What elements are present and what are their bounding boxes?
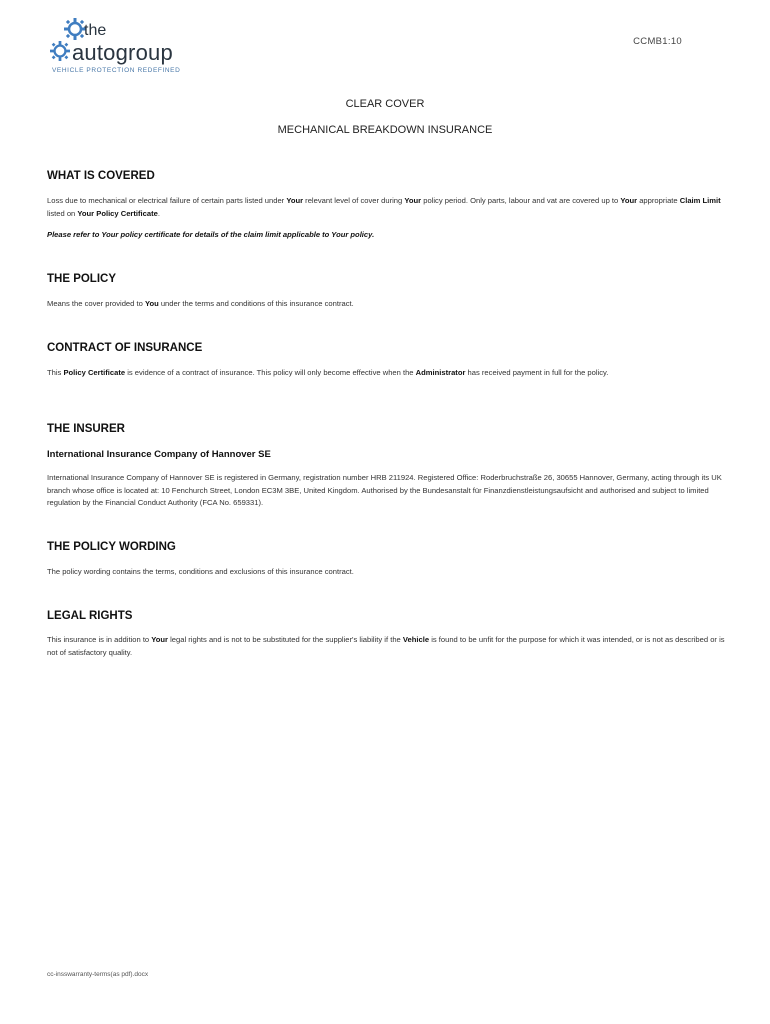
insurer-name: International Insurance Company of Hannover SE	[47, 449, 271, 460]
covered-note: Please refer to Your policy certificate for details of the claim limit applicable to Your policy.	[47, 230, 375, 239]
insurer-paragraph: International Insurance Company of Hannover SE is registered in Germany, registration number HRB 211924. Registered Office: Roderbruchstraße 26, 30655 Hannover, Germany, acting through its UK branch whose office is located at: 10 Fenchurch Street, London EC3M 3BE, United Kingdom. Authorised by the Bundesanstalt für Finanzdienstleistungsaufsicht and authorised and subject to limited regulation by the Financial Conduct Authority (FCA No. 659331).	[47, 473, 722, 507]
logo-tagline: VEHICLE PROTECTION REDEFINED	[52, 67, 181, 74]
bold-run: Claim Limit	[679, 196, 721, 205]
bold-run: Your	[286, 196, 304, 205]
text-run: relevant level of cover during	[303, 196, 405, 205]
logo-text-autogroup: autogroup	[72, 40, 173, 65]
bold-run: Your	[404, 196, 422, 205]
text-run: is found to be unfit for the purpose for which it was intended, or is not as described or is not of satisfactory quality.	[47, 635, 725, 657]
bold-run: You	[144, 299, 159, 308]
footer-filename: cc-insswarranty-terms(as pdf).docx	[47, 971, 149, 978]
text-run: Means the cover provided to	[47, 299, 145, 308]
gear-icon	[64, 18, 86, 40]
text-run: Loss due to mechanical or electrical failure of certain parts listed under	[47, 196, 287, 205]
contract-paragraph	[47, 367, 727, 380]
text-run: under the terms and conditions of this insurance contract.	[158, 299, 354, 308]
text-run: is evidence of a contract of insurance. This policy will only become effective when the	[125, 368, 416, 377]
logo-text-the: the	[84, 22, 107, 39]
wording-paragraph: The policy wording contains the terms, conditions and exclusions of this insurance contract.	[47, 567, 354, 576]
bold-run: Administrator	[415, 368, 466, 377]
document-subtitle: MECHANICAL BREAKDOWN INSURANCE	[277, 124, 493, 136]
section-heading-legal: LEGAL RIGHTS	[47, 610, 133, 622]
text-run: listed on	[47, 208, 78, 218]
text-run: This insurance is in addition to	[47, 635, 152, 644]
section-heading-covered: WHAT IS COVERED	[47, 170, 155, 182]
company-logo	[48, 16, 208, 78]
document-title: CLEAR COVER	[345, 98, 425, 110]
text-run: has received payment in full for the policy.	[465, 368, 609, 377]
section-heading-insurer: THE INSURER	[47, 423, 125, 435]
section-heading-contract: CONTRACT OF INSURANCE	[47, 342, 203, 354]
bold-run: Vehicle	[402, 635, 430, 644]
text-run: legal rights and is not to be substituted for the supplier's liability if the	[168, 635, 403, 644]
text-run: policy period. Only parts, labour and vat are covered up to	[421, 196, 621, 205]
text-run: .	[157, 208, 160, 218]
section-heading-wording: THE POLICY WORDING	[47, 541, 176, 553]
text-run: This	[47, 368, 64, 377]
bold-run: Your	[151, 635, 168, 644]
covered-paragraph	[47, 195, 727, 220]
section-heading-policy: THE POLICY	[47, 273, 117, 285]
bold-run: Your Policy Certificate	[77, 208, 158, 218]
document-reference: CCMB1:10	[633, 36, 682, 47]
policy-paragraph	[47, 298, 727, 311]
legal-paragraph	[47, 634, 727, 659]
bold-run: Policy Certificate	[63, 368, 126, 377]
bold-run: Your	[620, 196, 638, 205]
gear-icon	[50, 41, 70, 61]
text-run: appropriate	[637, 196, 680, 205]
